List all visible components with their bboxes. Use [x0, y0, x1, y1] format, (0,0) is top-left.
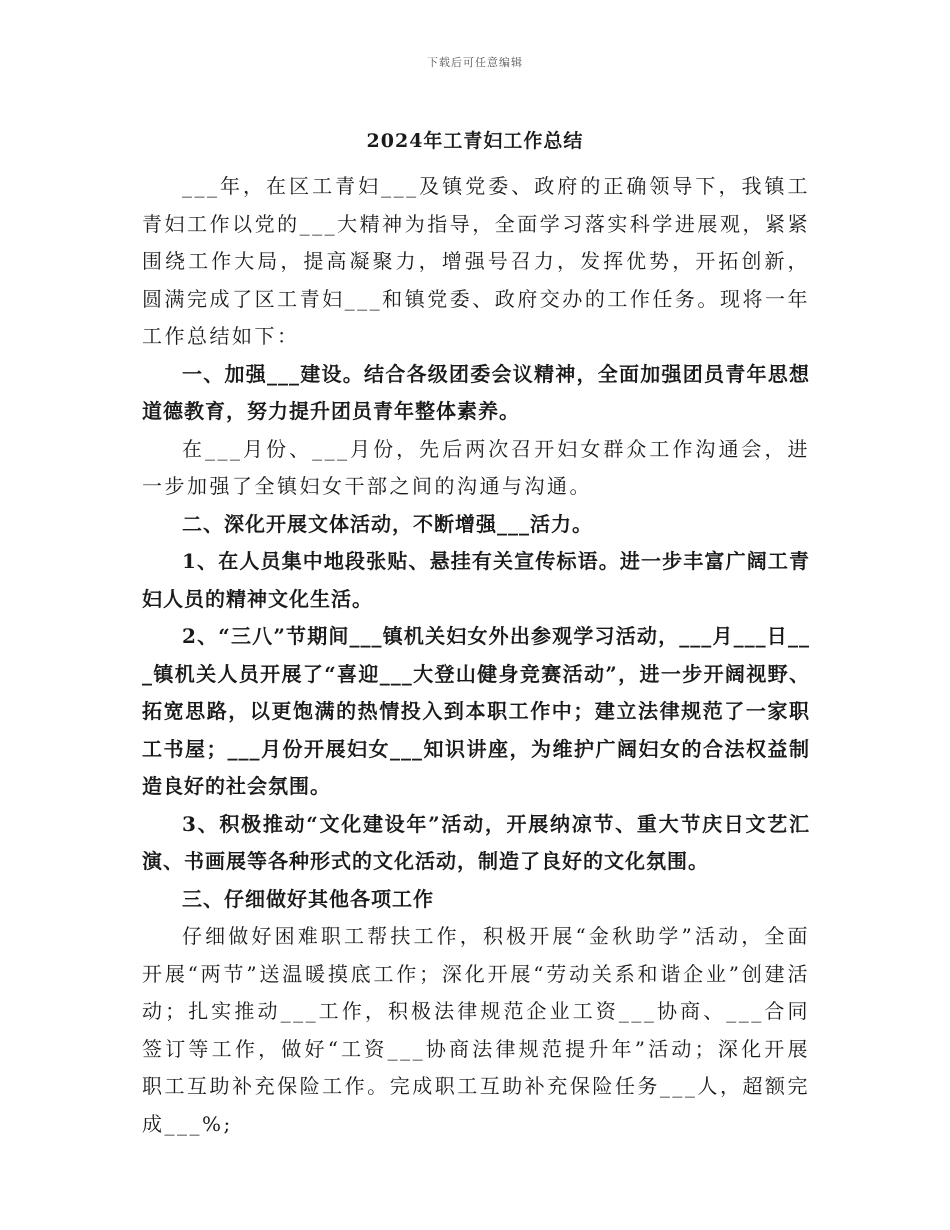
paragraph-section-3-heading: 三、仔细做好其他各项工作 — [182, 886, 434, 911]
header-note: 下载后可任意编辑 — [427, 56, 523, 69]
paragraph-item-2: 2、“三八”节期间___镇机关妇女外出参观学习活动，___月___日___镇机关人员开展了“喜迎___大登山健身竞赛活动”，进一步开阔视野、拓宽思路，以更饱满的热情投入到本职工作中；建立法律规范了一家职工书屋；___月份开展妇女___知识讲座，为维护广阔妇女的合法权益制造良好的社会氛围。 — [142, 624, 810, 798]
document-title: 2024年工青妇工作总结 — [366, 130, 584, 152]
paragraph-intro: ___年，在区工青妇___及镇党委、政府的正确领导下，我镇工青妇工作以党的___大精神为指导，全面学习落实科学进展观，紧紧围绕工作大局，提高凝聚力，增强号召力，发挥优势，开拓创新，圆满完成了区工青妇___和镇党委、政府交办的工作任务。现将一年工作总结如下： — [142, 174, 810, 348]
paragraph-item-3: 3、积极推动“文化建设年”活动，开展纳凉节、重大节庆日文艺汇演、书画展等各种形式的文化活动，制造了良好的文化氛围。 — [142, 811, 810, 873]
paragraph-section-2-heading: 二、深化开展文体活动，不断增强___活力。 — [182, 511, 593, 536]
paragraph-section-3-body: 仔细做好困难职工帮扶工作，积极开展“金秋助学”活动，全面开展“两节”送温暖摸底工作；深化开展“劳动关系和谐企业”创建活动；扎实推动___工作，积极法律规范企业工资___协商、___合同签订等工作，做好“工资___协商法律规范提升年”活动；深化开展职工互助补充保险工作。完成职工互助补充保险任务___人，超额完成___%; — [142, 924, 810, 1136]
paragraph-section-1-body: 在___月份、___月份，先后两次召开妇女群众工作沟通会，进一步加强了全镇妇女干部之间的沟通与沟通。 — [142, 436, 810, 498]
paragraph-section-1-heading: 一、加强___建设。结合各级团委会议精神，全面加强团员青年思想道德教育，努力提升团员青年整体素养。 — [142, 361, 810, 423]
document-body — [142, 168, 810, 1143]
paragraph-item-1: 1、在人员集中地段张贴、悬挂有关宣传标语。进一步丰富广阔工青妇人员的精神文化生活。 — [142, 549, 810, 611]
